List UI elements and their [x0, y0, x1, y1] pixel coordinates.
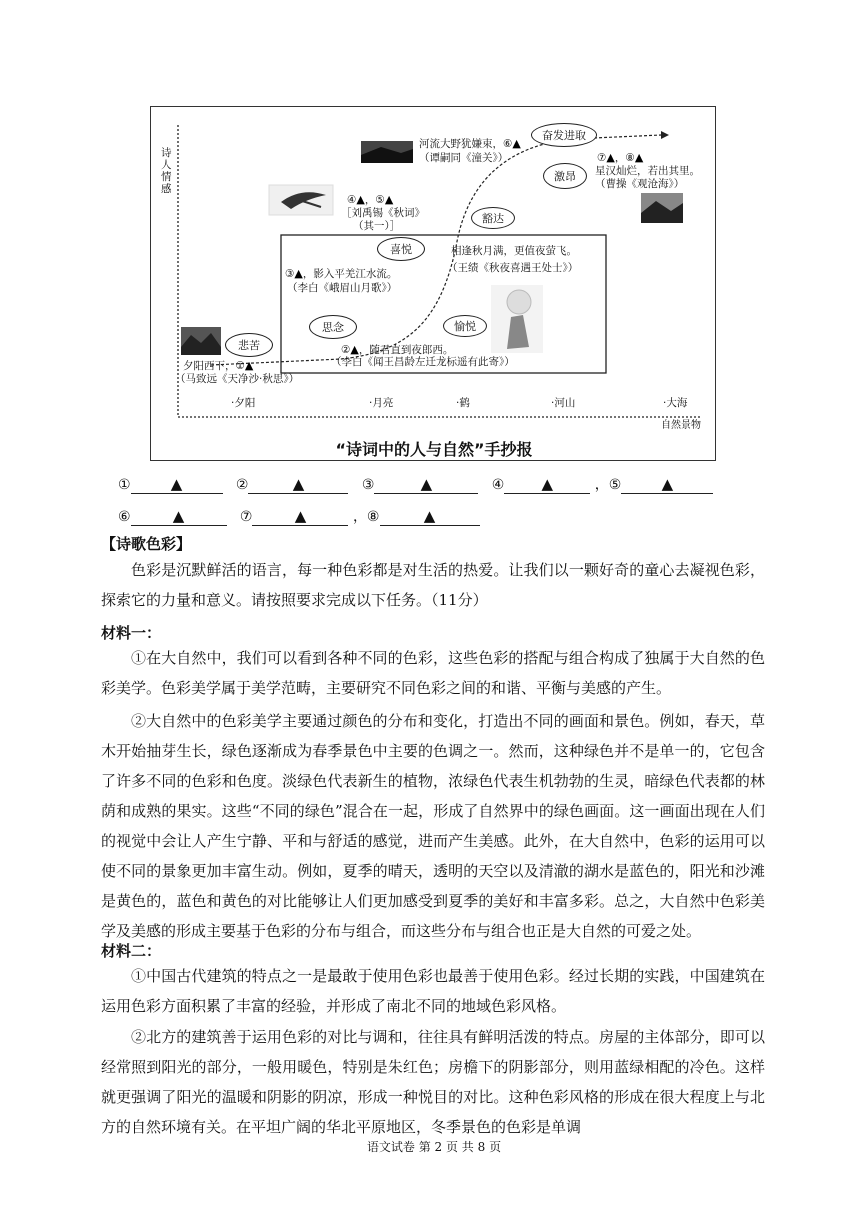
blank-2-label: ② — [235, 477, 249, 493]
sunset-thumbnail — [181, 327, 221, 355]
sea-thumbnail — [641, 193, 683, 223]
blank-4[interactable]: ▲ — [504, 475, 590, 494]
blank-3[interactable]: ▲ — [374, 475, 478, 494]
moon-figure-thumbnail — [491, 285, 543, 353]
blank-8-label: ，⑧ — [352, 509, 380, 525]
blank-6-label: ⑥ — [118, 509, 131, 525]
material-2-paragraph-2: ②北方的建筑善于运用色彩的对比与调和，往往具有鲜明活泼的特点。房屋的主体部分，即可以经常照到阳光的部分，一般用暖色，特别是朱红色；房檐下的阴影部分，则用蓝绿相配的冷色。这样就更强调了阳光的温暖和阴影的阴凉，形成一种悦目的对比。这种色彩风格的形成在很大程度上与北方的自然环境有关。在平坦广阔的华北平原地区，冬季景色的色彩是单调 — [101, 1028, 765, 1136]
poem-2-source: （李白《闻王昌龄左迁龙标遥有此寄》） — [331, 356, 515, 368]
blank-1-label: ① — [118, 477, 131, 493]
bubble-longing: 思念 — [309, 315, 357, 339]
figure-title: “诗词中的人与自然”手抄报 — [335, 440, 533, 459]
material-1-label: 材料一： — [101, 624, 162, 642]
intro-paragraph: 色彩是沉默鲜活的语言，每一种色彩都是对生活的热爱。让我们以一颗好奇的童心去凝视色彩，探索它的力量和意义。请按照要求完成以下任务。（11分） — [101, 561, 765, 609]
blank-7-label: ⑦ — [239, 509, 253, 525]
poem-5-source: （王绩《秋夜喜遇王处士》） — [447, 262, 579, 274]
river-thumbnail — [361, 141, 413, 163]
y-axis-label: 诗人情感 — [161, 147, 172, 195]
bubble-sorrow: 悲苦 — [225, 333, 273, 357]
poem-4-source-1: ［刘禹锡《秋词》 — [341, 207, 425, 219]
poem-7-source: （曹操《观沧海》） — [595, 178, 685, 190]
poem-7-line: ⑦▲，⑧▲ — [597, 151, 644, 164]
blanks-row-2 — [118, 506, 480, 526]
bubble-pleasure: 愉悦 — [443, 315, 487, 337]
blank-5[interactable]: ▲ — [621, 475, 713, 494]
crane-thumbnail — [269, 185, 333, 215]
x-tick-moon: ·月亮 — [369, 397, 394, 409]
poem-6-source: （谭嗣同《潼关》） — [419, 152, 509, 164]
x-axis-label: 自然景物 — [661, 420, 701, 431]
blank-4-label: ④ — [491, 477, 505, 493]
material-1-paragraph-2: ②大自然中的色彩美学主要通过颜色的分布和变化，打造出不同的画面和景色。例如，春天，草木开始抽芽生长，绿色逐渐成为春季景色中主要的色调之一。然而，这种绿色并不是单一的，它包含了许多不同的色彩和色度。淡绿色代表新生的植物，浓绿色代表生机勃勃的生灵，暗绿色代表都的林荫和成熟的果实。这些“不同的绿色”混合在一起，形成了自然界中的绿色画面。这一画面出现在人们的视觉中会让人产生宁静、平和与舒适的感觉，进而产生美感。此外，在大自然中，色彩的运用可以使不同的景象更加丰富生动。例如，夏季的晴天，透明的天空以及清澈的湖水是蓝色的，阳光和沙滩是黄色的，蓝色和黄色的对比能够让人们更加感受到夏季的美好和丰富多彩。总之，大自然中色彩美学及美感的形成主要基于色彩的分布与组合，而这些分布与组合也正是大自然的可爱之处。 — [101, 712, 765, 940]
poetry-emotion-figure — [150, 106, 716, 461]
poem-7-line-2: 星汉灿烂，若出其里。 — [595, 165, 700, 177]
material-1-paragraph-1: ①在大自然中，我们可以看到各种不同的色彩，这些色彩的搭配与组合构成了独属于大自然的色彩美学。色彩美学属于美学范畴，主要研究不同色彩之间的和谐、平衡与美感的产生。 — [101, 649, 765, 697]
poem-1-source: （马致远《天净沙·秋思》） — [175, 373, 300, 385]
poem-2-line: ②▲，随君直到夜郎西。 — [341, 343, 454, 356]
bubble-passion: 激昂 — [543, 163, 587, 189]
bubble-joy: 喜悦 — [377, 237, 425, 261]
blank-7[interactable]: ▲ — [252, 507, 348, 526]
blank-3-label: ③ — [361, 477, 375, 493]
blank-2[interactable]: ▲ — [248, 475, 348, 494]
poem-6-line: 河流大野犹嫌束，⑥▲ — [419, 137, 521, 150]
poem-3-source: （李白《峨眉山月歌》） — [287, 282, 398, 294]
material-2-paragraph-1: ①中国古代建筑的特点之一是最敢于使用色彩也最善于使用色彩。经过长期的实践，中国建筑在运用色彩方面积累了丰富的经验，并形成了南北不同的地域色彩风格。 — [101, 967, 765, 1015]
x-tick-crane: ·鹤 — [456, 397, 470, 409]
poem-5-line: 相逢秋月满，更值夜萤飞。 — [451, 245, 577, 257]
poem-3-line: ③▲，影入平羌江水流。 — [285, 267, 398, 280]
page-footer: 语文试卷 第 2 页 共 8 页 — [366, 1140, 502, 1154]
bubble-openness: 豁达 — [471, 207, 515, 229]
blank-6[interactable]: ▲ — [131, 507, 227, 526]
material-2-label: 材料二： — [101, 942, 162, 960]
blank-8[interactable]: ▲ — [380, 507, 480, 526]
blanks-row-1 — [118, 474, 713, 494]
x-tick-sea: ·大海 — [663, 397, 688, 409]
x-tick-river: ·河山 — [551, 397, 576, 409]
blank-1[interactable]: ▲ — [131, 475, 223, 494]
poem-1-line: 夕阳西下，①▲ — [183, 359, 254, 372]
bubble-striving: 奋发进取 — [531, 123, 597, 147]
section-title: 【诗歌色彩】 — [101, 535, 192, 553]
blank-5-label: ，⑤ — [594, 477, 622, 493]
poem-4-source-2: （其一）］ — [353, 220, 401, 232]
poem-4-line: ④▲，⑤▲ — [347, 193, 394, 206]
x-tick-sunset: ·夕阳 — [231, 397, 256, 409]
